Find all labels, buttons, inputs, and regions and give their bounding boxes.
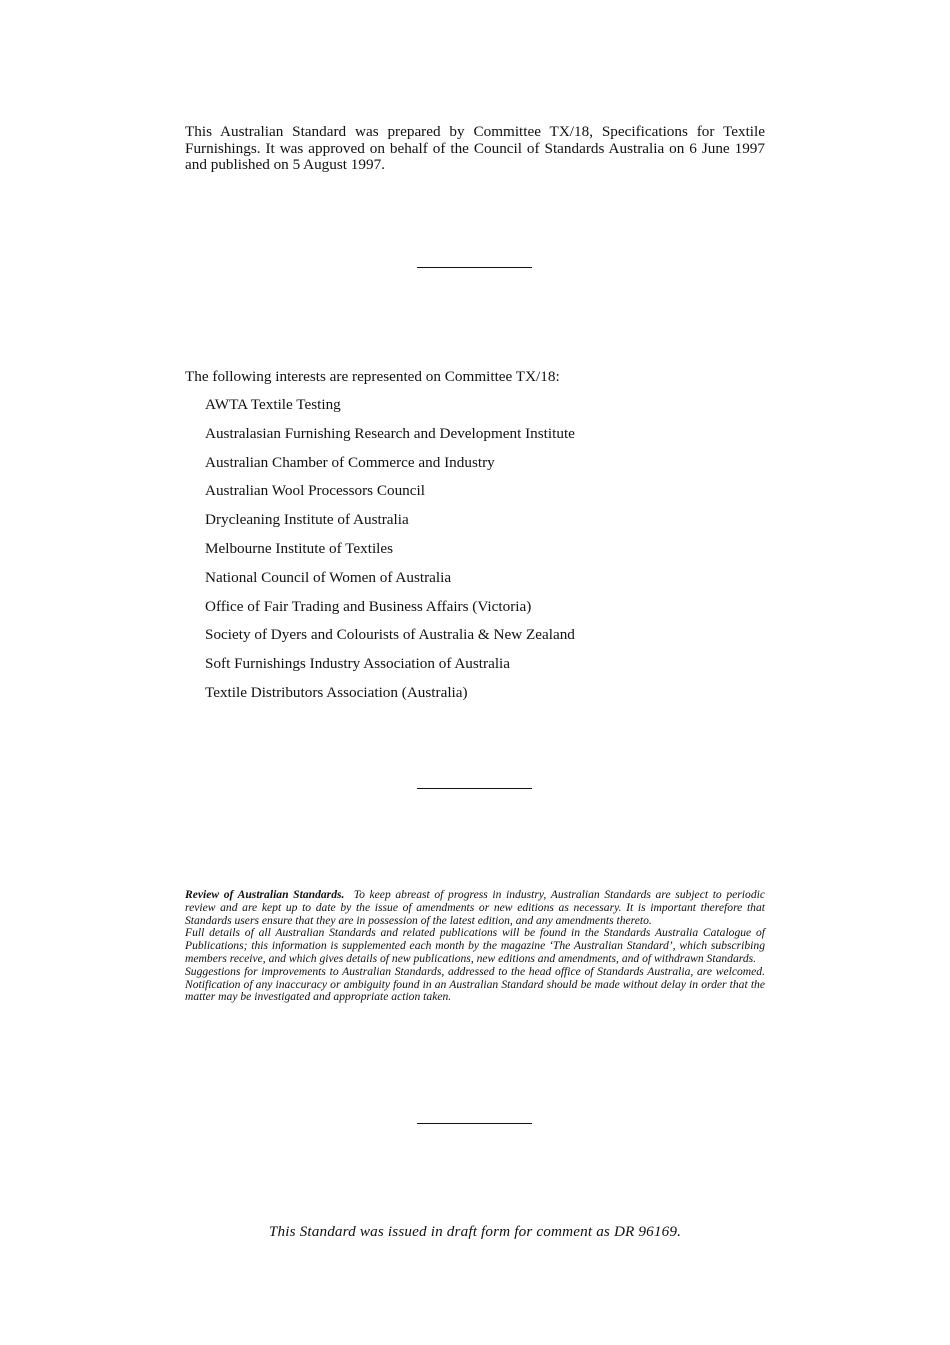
- committee-member: Drycleaning Institute of Australia: [205, 511, 409, 529]
- committee-member: Textile Distributors Association (Australia): [205, 683, 468, 701]
- draft-note: This Standard was issued in draft form for comment as DR 96169.: [268, 1223, 682, 1240]
- review-paragraph: [185, 889, 765, 927]
- section-divider: [417, 788, 532, 789]
- committee-member: Soft Furnishings Industry Association of Australia: [205, 655, 511, 673]
- preparation-statement: This Australian Standard was prepared by Committee TX/18, Specifications for Textile Furnishings. It was approved on behalf of the Council of Standards Australia on 6 June 1997 and published on 5 August 1997.: [185, 123, 765, 173]
- review-notice: [185, 889, 765, 1004]
- catalogue-paragraph: Full details of all Australian Standards and related publications will be found in the Standards Australia Catalogue of Publications; this information is supplemented each month by the magazine ‘The Australian Standard’, which subscribing members receive, and which gives details of new publications, new editions and amendments, and of withdrawn Standards.: [185, 926, 765, 965]
- committee-member: AWTA Textile Testing: [205, 396, 341, 413]
- section-divider: [417, 1123, 532, 1124]
- committee-member: Office of Fair Trading and Business Affairs (Victoria): [205, 597, 532, 615]
- committee-member: National Council of Women of Australia: [205, 568, 452, 586]
- review-text: To keep abreast of progress in industry, Australian Standards are subject to periodic review and are kept up to date by the issue of amendments or new editions as necessary. It is important therefore that Standards users ensure that they are in possession of the latest edition, and any amendments thereto.: [185, 888, 765, 927]
- committee-member: Melbourne Institute of Textiles: [205, 539, 394, 557]
- committee-member: Society of Dyers and Colourists of Australia & New Zealand: [205, 626, 575, 644]
- committee-intro: The following interests are represented on Committee TX/18:: [185, 368, 560, 385]
- committee-member-list: [205, 396, 575, 713]
- suggestions-paragraph: Suggestions for improvements to Australian Standards, addressed to the head office of Standards Australia, are welcomed. Notification of any inaccuracy or ambiguity found in an Australian Standard should be made without delay in order that the matter may be investigated and appropriate action taken.: [185, 964, 765, 1004]
- committee-member: Australasian Furnishing Research and Development Institute: [205, 424, 575, 442]
- review-heading: Review of Australian Standards.: [185, 888, 345, 901]
- section-divider: [417, 267, 532, 268]
- committee-member: Australian Chamber of Commerce and Industry: [205, 453, 495, 471]
- committee-member: Australian Wool Processors Council: [205, 482, 425, 500]
